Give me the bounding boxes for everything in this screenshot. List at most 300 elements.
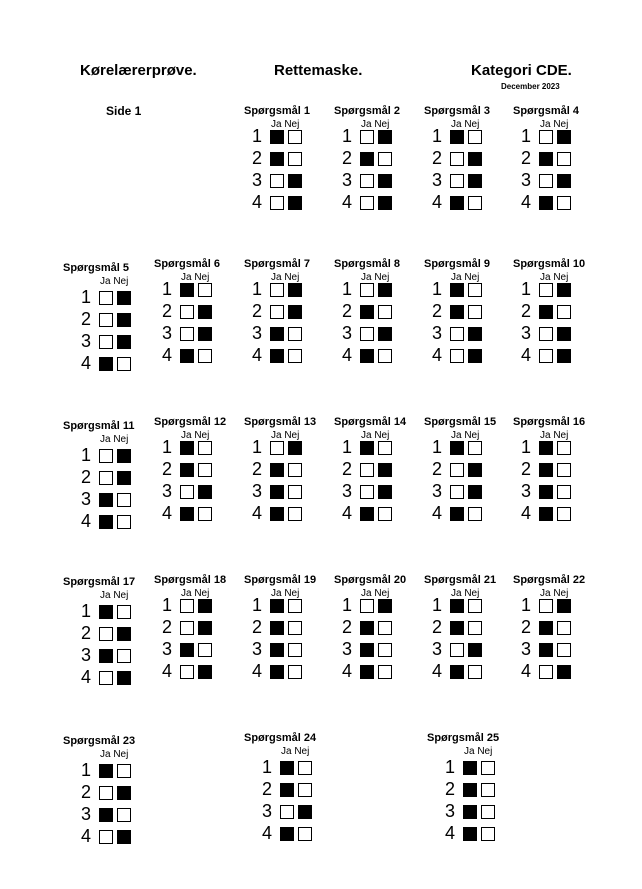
- nej-checkbox-empty: [198, 441, 212, 455]
- nej-checkbox-filled: [117, 335, 131, 349]
- ja-checkbox-filled: [450, 130, 464, 144]
- answer-number: 4: [342, 192, 353, 212]
- ja-checkbox-empty: [539, 327, 553, 341]
- ja-nej-header: Ja Nej: [100, 276, 129, 287]
- ja-checkbox-empty: [99, 291, 113, 305]
- nej-checkbox-empty: [378, 349, 392, 363]
- answer-number: 3: [81, 489, 92, 509]
- nej-checkbox-empty: [117, 357, 131, 371]
- nej-checkbox-filled: [378, 283, 392, 297]
- ja-nej-header: Ja Nej: [540, 272, 569, 283]
- nej-checkbox-filled: [378, 599, 392, 613]
- ja-checkbox-filled: [180, 643, 194, 657]
- nej-checkbox-filled: [468, 152, 482, 166]
- ja-nej-header: Ja Nej: [361, 588, 390, 599]
- nej-checkbox-filled: [468, 327, 482, 341]
- answer-number: 3: [342, 170, 353, 190]
- question-title: Spørgsmål 19: [244, 574, 317, 586]
- answer-number: 3: [162, 639, 173, 659]
- ja-nej-header: Ja Nej: [271, 430, 300, 441]
- nej-checkbox-filled: [117, 313, 131, 327]
- answer-number: 4: [432, 345, 443, 365]
- answer-number: 3: [81, 331, 92, 351]
- answer-number: 3: [432, 170, 443, 190]
- ja-checkbox-filled: [99, 605, 113, 619]
- nej-checkbox-empty: [288, 485, 302, 499]
- answer-number: 2: [162, 301, 173, 321]
- ja-checkbox-filled: [270, 485, 284, 499]
- nej-checkbox-filled: [378, 130, 392, 144]
- ja-checkbox-filled: [463, 805, 477, 819]
- answer-number: 1: [342, 437, 353, 457]
- question-title: Spørgsmål 4: [513, 105, 580, 117]
- page-label: Side 1: [106, 104, 142, 118]
- nej-checkbox-filled: [557, 665, 571, 679]
- question-title: Spørgsmål 18: [154, 574, 227, 586]
- nej-checkbox-empty: [378, 441, 392, 455]
- answer-number: 1: [521, 437, 532, 457]
- nej-checkbox-filled: [198, 599, 212, 613]
- nej-checkbox-filled: [378, 463, 392, 477]
- question-title: Spørgsmål 5: [63, 262, 130, 274]
- answer-number: 4: [81, 826, 92, 846]
- answer-number: 3: [81, 804, 92, 824]
- nej-checkbox-filled: [468, 174, 482, 188]
- answer-number: 1: [252, 126, 263, 146]
- answer-number: 4: [445, 823, 456, 843]
- ja-checkbox-filled: [99, 493, 113, 507]
- nej-checkbox-filled: [298, 805, 312, 819]
- nej-checkbox-empty: [557, 507, 571, 521]
- answer-number: 3: [252, 639, 263, 659]
- nej-checkbox-empty: [298, 761, 312, 775]
- nej-checkbox-empty: [468, 441, 482, 455]
- nej-checkbox-empty: [378, 621, 392, 635]
- ja-checkbox-empty: [360, 283, 374, 297]
- ja-checkbox-empty: [99, 786, 113, 800]
- ja-checkbox-filled: [180, 507, 194, 521]
- ja-checkbox-empty: [99, 830, 113, 844]
- nej-checkbox-empty: [288, 130, 302, 144]
- answer-number: 4: [252, 503, 263, 523]
- question-title: Spørgsmål 7: [244, 258, 311, 270]
- answer-number: 2: [252, 617, 263, 637]
- ja-checkbox-empty: [180, 621, 194, 635]
- ja-checkbox-filled: [360, 349, 374, 363]
- ja-checkbox-empty: [360, 599, 374, 613]
- nej-checkbox-empty: [117, 605, 131, 619]
- answer-number: 1: [252, 595, 263, 615]
- ja-checkbox-empty: [180, 305, 194, 319]
- answer-number: 3: [162, 323, 173, 343]
- answer-number: 3: [342, 481, 353, 501]
- question-title: Spørgsmål 13: [244, 416, 317, 428]
- ja-checkbox-filled: [270, 643, 284, 657]
- question-title: Spørgsmål 24: [244, 732, 317, 744]
- ja-checkbox-empty: [180, 485, 194, 499]
- ja-checkbox-filled: [463, 827, 477, 841]
- ja-nej-header: Ja Nej: [100, 434, 129, 445]
- nej-checkbox-empty: [198, 283, 212, 297]
- nej-checkbox-empty: [557, 152, 571, 166]
- ja-checkbox-filled: [270, 599, 284, 613]
- ja-checkbox-empty: [450, 152, 464, 166]
- answer-number: 1: [162, 437, 173, 457]
- answer-number: 2: [252, 301, 263, 321]
- question-title: Spørgsmål 23: [63, 735, 136, 747]
- answer-number: 2: [252, 459, 263, 479]
- ja-nej-header: Ja Nej: [271, 588, 300, 599]
- answer-number: 2: [521, 459, 532, 479]
- nej-checkbox-empty: [288, 621, 302, 635]
- nej-checkbox-empty: [557, 463, 571, 477]
- ja-checkbox-empty: [270, 441, 284, 455]
- nej-checkbox-empty: [117, 808, 131, 822]
- answer-number: 1: [162, 595, 173, 615]
- question-title: Spørgsmål 17: [63, 576, 136, 588]
- ja-checkbox-empty: [450, 327, 464, 341]
- nej-checkbox-empty: [557, 485, 571, 499]
- answer-number: 4: [162, 345, 173, 365]
- answer-number: 1: [81, 760, 92, 780]
- nej-checkbox-filled: [117, 786, 131, 800]
- question-title: Spørgsmål 3: [424, 105, 491, 117]
- ja-checkbox-empty: [270, 305, 284, 319]
- ja-checkbox-empty: [360, 463, 374, 477]
- ja-checkbox-filled: [99, 649, 113, 663]
- ja-checkbox-filled: [180, 283, 194, 297]
- ja-checkbox-empty: [450, 174, 464, 188]
- answer-number: 3: [342, 323, 353, 343]
- nej-checkbox-empty: [468, 507, 482, 521]
- ja-checkbox-empty: [99, 671, 113, 685]
- nej-checkbox-filled: [557, 283, 571, 297]
- question-title: Spørgsmål 6: [154, 258, 221, 270]
- answer-number: 4: [252, 192, 263, 212]
- nej-checkbox-empty: [481, 805, 495, 819]
- nej-checkbox-filled: [468, 485, 482, 499]
- answer-number: 4: [162, 661, 173, 681]
- nej-checkbox-filled: [117, 471, 131, 485]
- ja-checkbox-empty: [450, 643, 464, 657]
- nej-checkbox-filled: [198, 621, 212, 635]
- ja-checkbox-filled: [539, 305, 553, 319]
- ja-nej-header: Ja Nej: [540, 588, 569, 599]
- nej-checkbox-empty: [468, 599, 482, 613]
- ja-checkbox-filled: [360, 507, 374, 521]
- date-label: December 2023: [501, 82, 560, 91]
- ja-checkbox-empty: [99, 313, 113, 327]
- ja-checkbox-filled: [539, 196, 553, 210]
- answer-number: 1: [252, 279, 263, 299]
- nej-checkbox-empty: [288, 349, 302, 363]
- ja-nej-header: Ja Nej: [271, 119, 300, 130]
- answer-number: 4: [81, 353, 92, 373]
- nej-checkbox-filled: [198, 665, 212, 679]
- ja-checkbox-filled: [450, 507, 464, 521]
- title-right: Kategori CDE.: [471, 62, 572, 79]
- ja-nej-header: Ja Nej: [100, 749, 129, 760]
- ja-checkbox-filled: [280, 761, 294, 775]
- answer-number: 2: [162, 459, 173, 479]
- ja-checkbox-empty: [360, 174, 374, 188]
- answer-number: 1: [342, 126, 353, 146]
- nej-checkbox-empty: [481, 827, 495, 841]
- ja-checkbox-filled: [360, 441, 374, 455]
- ja-checkbox-filled: [450, 305, 464, 319]
- ja-nej-header: Ja Nej: [451, 272, 480, 283]
- question-title: Spørgsmål 9: [424, 258, 491, 270]
- answer-number: 1: [521, 595, 532, 615]
- nej-checkbox-empty: [117, 649, 131, 663]
- ja-checkbox-filled: [450, 196, 464, 210]
- answer-number: 1: [521, 126, 532, 146]
- ja-nej-header: Ja Nej: [281, 746, 310, 757]
- nej-checkbox-filled: [378, 196, 392, 210]
- answer-number: 3: [342, 639, 353, 659]
- ja-checkbox-filled: [270, 130, 284, 144]
- ja-checkbox-empty: [270, 196, 284, 210]
- question-title: Spørgsmål 16: [513, 416, 586, 428]
- answer-number: 4: [521, 661, 532, 681]
- ja-nej-header: Ja Nej: [451, 588, 480, 599]
- ja-checkbox-filled: [450, 441, 464, 455]
- ja-nej-header: Ja Nej: [181, 430, 210, 441]
- nej-checkbox-empty: [557, 643, 571, 657]
- ja-checkbox-empty: [360, 196, 374, 210]
- ja-checkbox-filled: [360, 152, 374, 166]
- ja-checkbox-filled: [539, 507, 553, 521]
- answer-number: 2: [342, 301, 353, 321]
- answer-number: 1: [81, 601, 92, 621]
- nej-checkbox-filled: [378, 174, 392, 188]
- answer-number: 3: [521, 639, 532, 659]
- nej-checkbox-filled: [198, 485, 212, 499]
- nej-checkbox-filled: [288, 196, 302, 210]
- ja-checkbox-filled: [539, 621, 553, 635]
- ja-checkbox-empty: [270, 174, 284, 188]
- ja-checkbox-filled: [99, 515, 113, 529]
- ja-checkbox-empty: [360, 485, 374, 499]
- answer-number: 3: [445, 801, 456, 821]
- question-title: Spørgsmål 10: [513, 258, 586, 270]
- ja-checkbox-empty: [539, 283, 553, 297]
- ja-nej-header: Ja Nej: [100, 590, 129, 601]
- answer-number: 2: [445, 779, 456, 799]
- answer-number: 4: [342, 503, 353, 523]
- ja-nej-header: Ja Nej: [361, 272, 390, 283]
- nej-checkbox-empty: [117, 493, 131, 507]
- ja-checkbox-filled: [539, 152, 553, 166]
- answer-number: 1: [445, 757, 456, 777]
- ja-checkbox-filled: [539, 463, 553, 477]
- nej-checkbox-empty: [288, 463, 302, 477]
- ja-nej-header: Ja Nej: [271, 272, 300, 283]
- ja-checkbox-filled: [270, 621, 284, 635]
- ja-checkbox-filled: [280, 827, 294, 841]
- answer-number: 4: [342, 661, 353, 681]
- nej-checkbox-empty: [298, 827, 312, 841]
- ja-checkbox-empty: [99, 335, 113, 349]
- ja-checkbox-empty: [450, 485, 464, 499]
- ja-nej-header: Ja Nej: [361, 430, 390, 441]
- answer-number: 4: [521, 345, 532, 365]
- question-title: Spørgsmål 22: [513, 574, 586, 586]
- nej-checkbox-filled: [288, 305, 302, 319]
- nej-checkbox-empty: [468, 196, 482, 210]
- nej-checkbox-filled: [468, 463, 482, 477]
- question-title: Spørgsmål 25: [427, 732, 500, 744]
- nej-checkbox-empty: [288, 507, 302, 521]
- ja-checkbox-filled: [360, 305, 374, 319]
- ja-checkbox-filled: [270, 463, 284, 477]
- nej-checkbox-filled: [557, 599, 571, 613]
- ja-checkbox-filled: [450, 599, 464, 613]
- nej-checkbox-empty: [117, 764, 131, 778]
- answer-number: 1: [342, 595, 353, 615]
- nej-checkbox-empty: [198, 507, 212, 521]
- question-title: Spørgsmål 11: [63, 420, 135, 432]
- ja-checkbox-filled: [270, 327, 284, 341]
- nej-checkbox-empty: [288, 599, 302, 613]
- answer-number: 1: [432, 595, 443, 615]
- answer-number: 2: [342, 148, 353, 168]
- answer-number: 3: [262, 801, 273, 821]
- answer-number: 2: [521, 301, 532, 321]
- ja-checkbox-filled: [463, 783, 477, 797]
- ja-checkbox-filled: [539, 485, 553, 499]
- nej-checkbox-filled: [288, 174, 302, 188]
- ja-checkbox-empty: [360, 327, 374, 341]
- answer-number: 1: [81, 287, 92, 307]
- ja-checkbox-empty: [360, 130, 374, 144]
- answer-number: 1: [252, 437, 263, 457]
- answer-number: 3: [432, 481, 443, 501]
- ja-checkbox-empty: [280, 805, 294, 819]
- title-center: Rettemaske.: [274, 62, 363, 79]
- ja-checkbox-empty: [450, 349, 464, 363]
- nej-checkbox-filled: [557, 130, 571, 144]
- nej-checkbox-empty: [557, 621, 571, 635]
- nej-checkbox-filled: [117, 830, 131, 844]
- answer-number: 1: [432, 126, 443, 146]
- ja-nej-header: Ja Nej: [451, 430, 480, 441]
- nej-checkbox-empty: [288, 152, 302, 166]
- ja-checkbox-filled: [99, 808, 113, 822]
- ja-checkbox-filled: [360, 643, 374, 657]
- nej-checkbox-filled: [557, 349, 571, 363]
- nej-checkbox-empty: [288, 665, 302, 679]
- nej-checkbox-filled: [468, 643, 482, 657]
- ja-checkbox-filled: [270, 507, 284, 521]
- ja-checkbox-filled: [539, 643, 553, 657]
- nej-checkbox-empty: [481, 761, 495, 775]
- question-title: Spørgsmål 8: [334, 258, 401, 270]
- ja-checkbox-filled: [270, 349, 284, 363]
- answer-number: 1: [342, 279, 353, 299]
- ja-nej-header: Ja Nej: [451, 119, 480, 130]
- answer-number: 1: [262, 757, 273, 777]
- answer-number: 1: [432, 279, 443, 299]
- nej-checkbox-filled: [378, 327, 392, 341]
- ja-checkbox-empty: [99, 449, 113, 463]
- nej-checkbox-empty: [378, 507, 392, 521]
- answer-number: 3: [521, 481, 532, 501]
- answer-number: 3: [521, 323, 532, 343]
- nej-checkbox-filled: [468, 349, 482, 363]
- answer-number: 4: [521, 503, 532, 523]
- answer-number: 3: [252, 323, 263, 343]
- answer-number: 2: [162, 617, 173, 637]
- answer-number: 4: [162, 503, 173, 523]
- ja-checkbox-filled: [180, 349, 194, 363]
- ja-nej-header: Ja Nej: [181, 588, 210, 599]
- answer-number: 2: [81, 623, 92, 643]
- ja-checkbox-empty: [539, 130, 553, 144]
- nej-checkbox-empty: [198, 643, 212, 657]
- ja-checkbox-empty: [450, 463, 464, 477]
- answer-number: 4: [432, 503, 443, 523]
- question-title: Spørgsmål 12: [154, 416, 227, 428]
- nej-checkbox-empty: [468, 665, 482, 679]
- ja-nej-header: Ja Nej: [540, 430, 569, 441]
- nej-checkbox-empty: [378, 643, 392, 657]
- answer-number: 2: [432, 301, 443, 321]
- ja-checkbox-empty: [539, 665, 553, 679]
- nej-checkbox-filled: [117, 449, 131, 463]
- ja-checkbox-filled: [180, 441, 194, 455]
- ja-checkbox-filled: [450, 621, 464, 635]
- ja-checkbox-filled: [270, 152, 284, 166]
- ja-checkbox-filled: [99, 764, 113, 778]
- nej-checkbox-filled: [117, 291, 131, 305]
- ja-checkbox-empty: [180, 599, 194, 613]
- answer-number: 3: [252, 481, 263, 501]
- ja-checkbox-empty: [539, 349, 553, 363]
- ja-checkbox-empty: [539, 174, 553, 188]
- answer-number: 4: [521, 192, 532, 212]
- nej-checkbox-empty: [288, 327, 302, 341]
- answer-number: 4: [81, 667, 92, 687]
- answer-number: 4: [252, 345, 263, 365]
- nej-checkbox-empty: [468, 621, 482, 635]
- answer-number: 3: [432, 639, 443, 659]
- nej-checkbox-empty: [378, 665, 392, 679]
- ja-checkbox-filled: [360, 621, 374, 635]
- nej-checkbox-empty: [468, 283, 482, 297]
- nej-checkbox-filled: [288, 283, 302, 297]
- answer-number: 2: [262, 779, 273, 799]
- answer-number: 4: [81, 511, 92, 531]
- nej-checkbox-empty: [198, 349, 212, 363]
- ja-checkbox-empty: [99, 627, 113, 641]
- answer-number: 2: [432, 148, 443, 168]
- nej-checkbox-empty: [557, 305, 571, 319]
- nej-checkbox-filled: [198, 305, 212, 319]
- nej-checkbox-empty: [481, 783, 495, 797]
- question-title: Spørgsmål 21: [424, 574, 497, 586]
- ja-checkbox-empty: [539, 599, 553, 613]
- answer-number: 3: [252, 170, 263, 190]
- ja-nej-header: Ja Nej: [540, 119, 569, 130]
- ja-checkbox-empty: [180, 327, 194, 341]
- ja-checkbox-filled: [99, 357, 113, 371]
- answer-number: 1: [521, 279, 532, 299]
- answer-number: 4: [432, 192, 443, 212]
- answer-number: 1: [81, 445, 92, 465]
- question-title: Spørgsmål 2: [334, 105, 401, 117]
- nej-checkbox-empty: [468, 305, 482, 319]
